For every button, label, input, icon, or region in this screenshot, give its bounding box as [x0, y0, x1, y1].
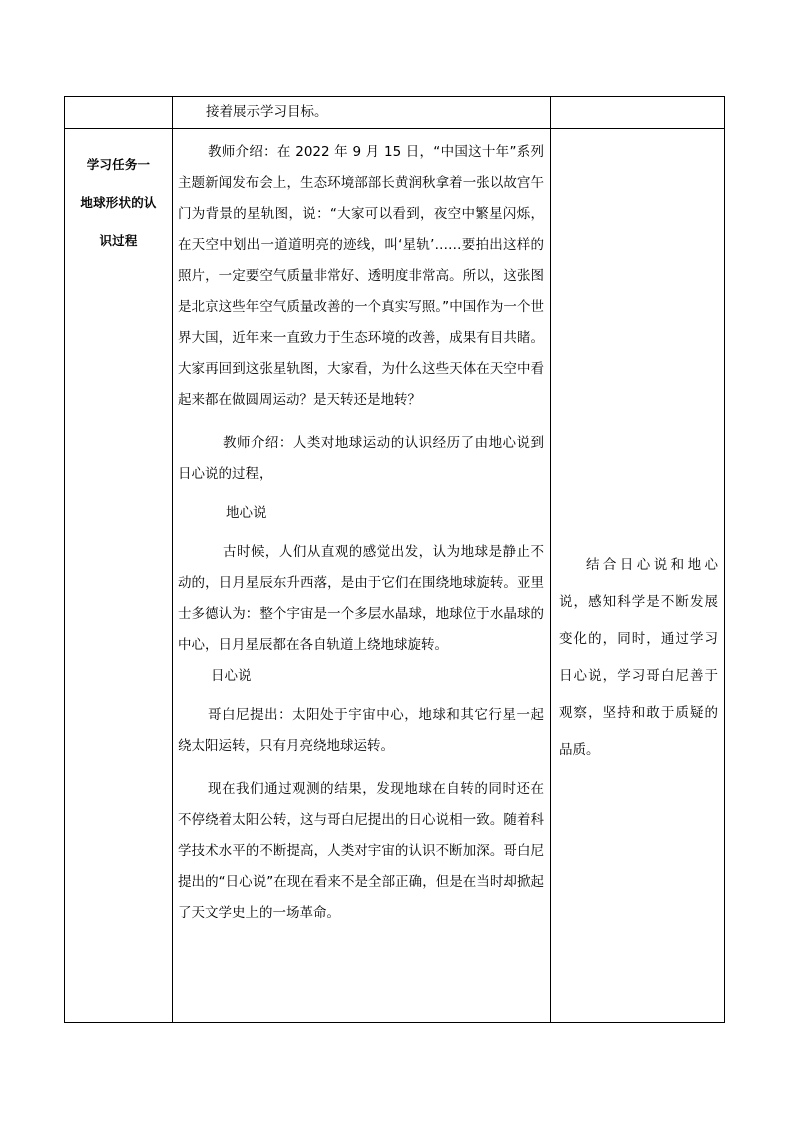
paragraph: 教师介绍：在 2022 年 9 月 15 日，“中国这十年”系列主题新闻发布会上，生态环境部部长黄润秋拿着一张以故宫午门为背景的星轨图，说：“大家可以看到，夜空中繁星闪烁，在天空中划出一道道明亮的迹线，叫‘星轨’……要拍出这样的照片，一定要空气质量非常好、透明度非常高。所以，这张图是北京这些年空气质量改善的一个真实写照。”中国作为一个世界大国，近年来一直致力于生态环境的改善，成果有目共睹。大家再回到这张星轨图，大家看，为什么这些天体在天空中看起来都在做圆周运动？是天转还是地转？ [178, 144, 544, 408]
task-title-line: 识过程 [99, 233, 138, 248]
task-title-line: 地球形状的认 [80, 195, 157, 210]
section-heading-heliocentric: 日心说 [211, 668, 252, 684]
task-cell-empty [65, 97, 173, 129]
paragraph: 古时候，人们从直观的感觉出发，认为地球是静止不动的，日月星辰东升西落，是由于它们在围绕地球旋转。亚里士多德认为：整个宇宙是一个多层水晶球，地球位于水晶球的中心，日月星辰都在各自轨道上绕地球旋转。 [178, 544, 544, 653]
task-title-line: 学习任务一 [86, 157, 151, 172]
activity-cell [173, 129, 551, 1023]
table-row [65, 129, 725, 1023]
section-heading-geocentric: 地心说 [226, 505, 267, 521]
note-cell [551, 129, 725, 1023]
design-note-text: 结合日心说和地心说，感知科学是不断发展变化的，同时，通过学习日心说，学习哥白尼善于观察，坚持和敢于质疑的品质。 [559, 557, 718, 758]
note-cell-empty [551, 97, 725, 129]
activity-cell [173, 97, 551, 129]
activity-text [173, 129, 550, 929]
table-row [65, 97, 725, 129]
task-title [65, 129, 172, 260]
paragraph: 哥白尼提出：太阳处于宇宙中心，地球和其它行星一起绕太阳运转，只有月亮绕地球运转。 [178, 707, 544, 754]
paragraph: 教师介绍：人类对地球运动的认识经历了由地心说到日心说的过程， [178, 435, 544, 482]
paragraph: 现在我们通过观测的结果，发现地球在自转的同时还在不停绕着太阳公转，这与哥白尼提出的日心说相一致。随着科学技术水平的不断提高，人类对宇宙的认识不断加深。哥白尼提出的“日心说”在现在看来不是全部正确，但是在当时却掀起了天文学史上的一场革命。 [178, 781, 544, 921]
intro-text: 接着展示学习目标。 [206, 104, 328, 120]
lesson-plan-table [64, 96, 725, 1023]
task-cell [65, 129, 173, 1023]
design-note [551, 129, 724, 769]
